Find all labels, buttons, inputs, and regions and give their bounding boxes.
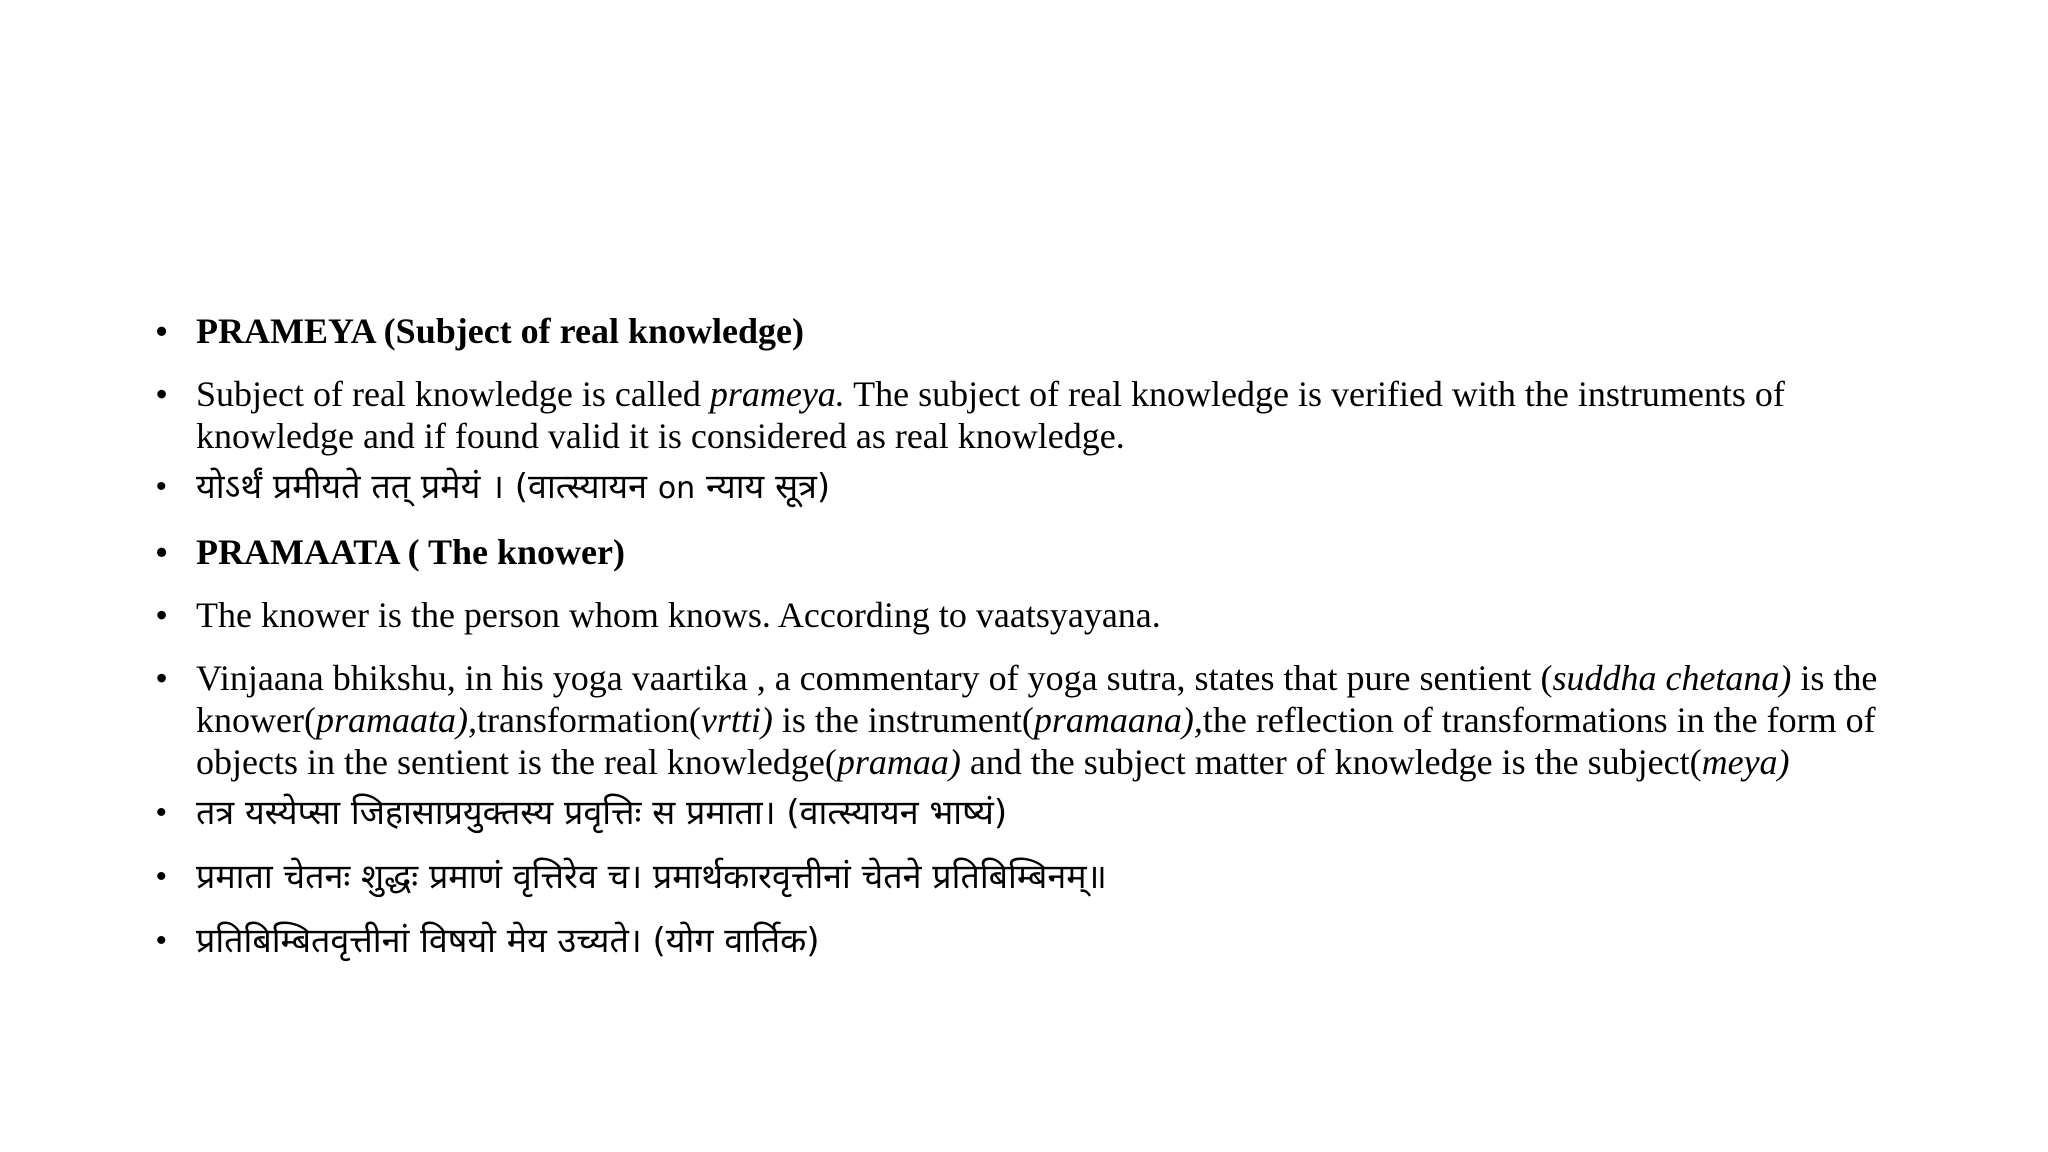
knower-def-text: The knower is the person whom knows. According to vaatsyayana. — [196, 595, 1161, 635]
prameya-heading-text: PRAMEYA (Subject of real knowledge) — [196, 311, 804, 351]
vinjaana-term-pramaana: pramaana), — [1033, 700, 1203, 740]
prameya-sanskrit-on: on — [657, 471, 696, 506]
vinjaana-text-3: transformation( — [476, 700, 701, 740]
prameya-def-text-1: Subject of real knowledge is called — [196, 374, 710, 414]
vinjaana-text-6: and the subject matter of knowledge is the subject( — [960, 742, 1702, 782]
bullet-pramaata-heading — [156, 531, 1936, 573]
pramaata-heading-text: PRAMAATA ( The knower) — [196, 532, 625, 572]
prameya-sanskrit-text-2: न्याय सूत्र) — [695, 467, 831, 507]
vinjaana-term-pramaata: pramaata), — [315, 700, 477, 740]
bullet-prameya-definition — [156, 373, 1936, 457]
vinjaana-text-2: is the knower( — [196, 658, 1878, 740]
vinjaana-term-meya: meya) — [1701, 742, 1790, 782]
vinjaana-text-5: the reflection of transformations in the form of objects in the sentient is the real knowledge( — [196, 700, 1876, 782]
vinjaana-term-suddha-chetana: suddha chetana) — [1552, 658, 1792, 698]
bullet-prameya-heading — [156, 310, 1936, 352]
vinjaana-text-1: Vinjaana bhikshu, in his yoga vaartika , a commentary of yoga sutra, states that pure sentient ( — [196, 658, 1553, 698]
yoga-verse-1-text: प्रमाता चेतनः शुद्धः प्रमाणं वृत्तिरेव च। प्रमार्थकारवृत्तीनां चेतने प्रतिबिम्बिनम्॥ — [196, 857, 1107, 897]
pramaata-sanskrit-text: तत्र यस्येप्सा जिहासाप्रयुक्तस्य प्रवृत्तिः स प्रमाता। (वात्स्यायन भाष्यं) — [196, 793, 1008, 833]
vinjaana-term-pramaa: pramaa) — [836, 742, 961, 782]
bullet-knower-definition — [156, 594, 1936, 636]
bullet-list — [156, 310, 1936, 983]
bullet-yoga-verse-2 — [156, 919, 1936, 963]
bullet-pramaata-sanskrit — [156, 791, 1936, 835]
vinjaana-text-4: is the instrument( — [772, 700, 1034, 740]
bullet-vinjaana-bhikshu — [156, 657, 1936, 783]
vinjaana-term-vrtti: vrtti) — [700, 700, 773, 740]
yoga-verse-2-text: प्रतिबिम्बितवृत्तीनां विषयो मेय उच्यते। (योग वार्तिक) — [196, 921, 820, 961]
prameya-sanskrit-text-1: योऽर्थं प्रमीयते तत् प्रमेयं । (वात्स्यायन — [196, 467, 658, 507]
bullet-prameya-sanskrit — [156, 465, 1936, 511]
prameya-def-term: prameya. — [709, 374, 845, 414]
bullet-yoga-verse-1 — [156, 855, 1936, 899]
prameya-def-text-2: The subject of real knowledge is verified with the instruments of knowledge and if found valid it is considered as real knowledge. — [196, 374, 1785, 456]
